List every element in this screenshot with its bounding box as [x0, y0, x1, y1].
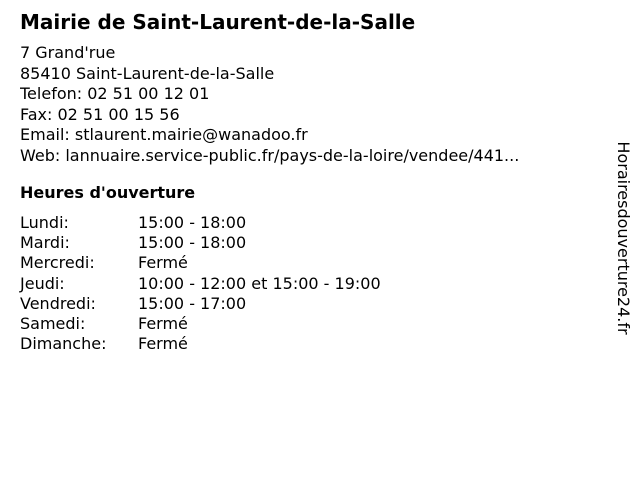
hours-row-thursday	[20, 274, 580, 294]
web-line: Web: lannuaire.service-public.fr/pays-de-la-loire/vendee/441...	[20, 145, 520, 165]
contact-info	[20, 43, 600, 167]
day-label: Dimanche:	[20, 334, 107, 354]
time-value: 15:00 - 18:00	[138, 233, 247, 253]
time-value: Fermé	[138, 313, 188, 333]
day-label: Jeudi:	[20, 273, 65, 293]
time-value: 10:00 - 12:00 et 15:00 - 19:00	[138, 273, 381, 293]
email-line: Email: stlaurent.mairie@wanadoo.fr	[20, 125, 308, 145]
time-value: Fermé	[138, 334, 188, 354]
hours-row-tuesday	[20, 233, 580, 253]
day-label: Lundi:	[20, 213, 69, 232]
hours-row-sunday	[20, 334, 580, 354]
phone-line: Telefon: 02 51 00 12 01	[20, 84, 210, 104]
site-watermark: Horairesdouverture24.fr	[614, 141, 633, 335]
day-label: Mercredi:	[20, 253, 95, 273]
time-value: 15:00 - 17:00	[138, 293, 247, 313]
fax-line: Fax: 02 51 00 15 56	[20, 104, 180, 124]
hours-row-saturday	[20, 314, 580, 334]
day-label: Samedi:	[20, 313, 86, 333]
day-label: Vendredi:	[20, 293, 96, 313]
time-value: Fermé	[138, 253, 188, 273]
time-value: 15:00 - 18:00	[138, 213, 247, 232]
address-city: 85410 Saint-Laurent-de-la-Salle	[20, 63, 275, 83]
hours-row-monday	[20, 213, 580, 233]
hours-row-friday	[20, 294, 580, 314]
address-street: 7 Grand'rue	[20, 43, 116, 62]
opening-hours-heading: Heures d'ouverture	[20, 183, 196, 202]
hours-row-wednesday	[20, 253, 580, 273]
page-title: Mairie de Saint-Laurent-de-la-Salle	[20, 10, 416, 34]
day-label: Mardi:	[20, 233, 70, 253]
opening-hours-list	[20, 213, 580, 354]
